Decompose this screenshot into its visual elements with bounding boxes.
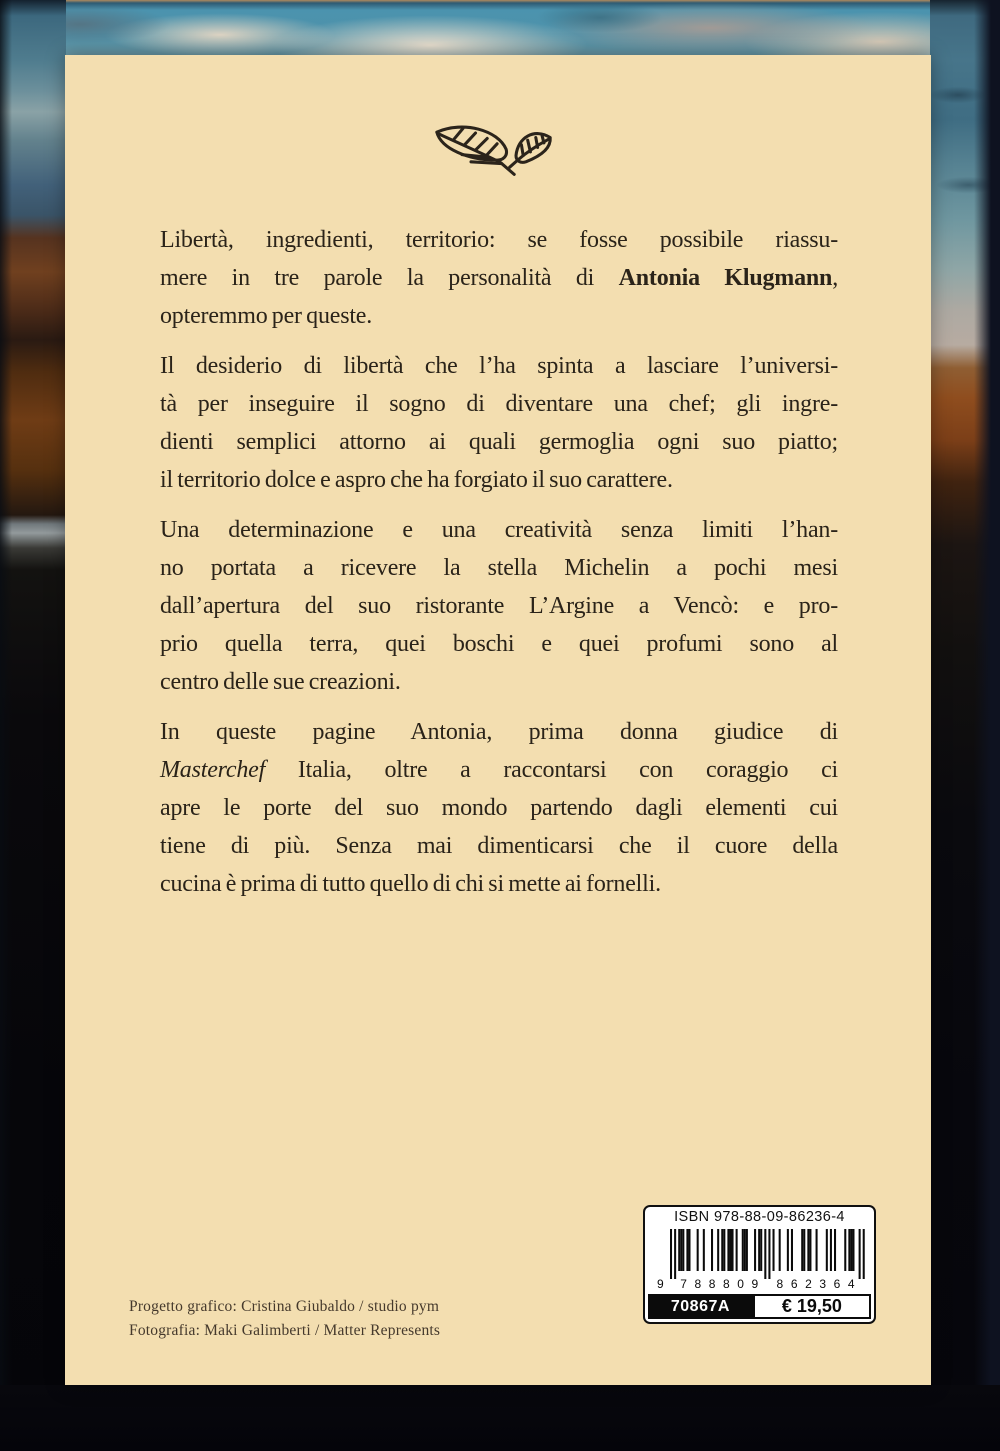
text-line: In queste pagine Antonia, prima donna giudice di bbox=[160, 719, 838, 745]
isbn-text: ISBN 978-88-09-86236-4 bbox=[674, 1209, 845, 1225]
text-line: Masterchef Italia, oltre a raccontarsi con coraggio ci bbox=[160, 757, 838, 783]
back-cover-panel bbox=[65, 55, 931, 1385]
barcode-digits: 9 bbox=[656, 1277, 664, 1291]
text-line: il territorio dolce e aspro che ha forgiato il suo carattere. bbox=[160, 467, 673, 493]
right-vineyard-band bbox=[930, 0, 1000, 1451]
paragraph bbox=[160, 347, 838, 499]
text-line: Il desiderio di libertà che l’ha spinta a lasciare l’universi- bbox=[160, 353, 838, 379]
text-line: no portata a ricevere la stella Michelin a pochi mesi bbox=[160, 555, 838, 581]
text-line: cucina è prima di tutto quello di chi si mette ai fornelli. bbox=[160, 871, 661, 897]
barcode-digits: 862364 bbox=[776, 1277, 855, 1291]
ean13-barcode-svg bbox=[654, 1228, 866, 1292]
barcode-label bbox=[643, 1205, 876, 1324]
body-text bbox=[160, 221, 838, 915]
price-tag: € 19,50 bbox=[753, 1294, 871, 1319]
left-trees-band bbox=[0, 0, 66, 1451]
text-line: mere in tre parole la personalità di Antonia Klugmann, bbox=[160, 265, 839, 291]
text-line: dall’apertura del suo ristorante L’Argine a Vencò: e pro- bbox=[160, 593, 838, 619]
publisher-leaves-logo bbox=[65, 115, 931, 192]
text-line: Libertà, ingredienti, territorio: se fosse possibile riassu- bbox=[160, 227, 838, 253]
paragraph bbox=[160, 713, 838, 903]
text-line: tiene di più. Senza mai dimenticarsi che il cuore della bbox=[160, 833, 838, 859]
paragraph bbox=[160, 511, 838, 701]
text-line: centro delle sue creazioni. bbox=[160, 669, 401, 695]
paragraph bbox=[160, 221, 838, 335]
ean13-barcode bbox=[648, 1228, 871, 1292]
two-leaves-icon bbox=[423, 115, 573, 187]
text-line: tà per inseguire il sogno di diventare una chef; gli ingre- bbox=[160, 391, 838, 417]
credit-line-graphic-design: Progetto grafico: Cristina Giubaldo / studio pym bbox=[129, 1298, 440, 1315]
text-line: dienti semplici attorno ai quali germoglia ogni suo piatto; bbox=[160, 429, 838, 455]
edition-code-badge: 70867A bbox=[648, 1294, 753, 1319]
bottom-dark-band bbox=[0, 1385, 1000, 1451]
text-line: apre le porte del suo mondo partendo dagli elementi cui bbox=[160, 795, 838, 821]
text-line: opteremmo per queste. bbox=[160, 303, 373, 329]
text-line: Una determinazione e una creatività senza limiti l’han- bbox=[160, 517, 838, 543]
barcode-digits: 788809 bbox=[679, 1277, 758, 1291]
sky-clouds-band bbox=[0, 0, 1000, 58]
credit-line-photography: Fotografia: Maki Galimberti / Matter Represents bbox=[129, 1322, 441, 1339]
design-credits bbox=[129, 1295, 440, 1343]
barcode-bottom-row bbox=[648, 1294, 871, 1319]
text-line: prio quella terra, quei boschi e quei profumi sono al bbox=[160, 631, 838, 657]
